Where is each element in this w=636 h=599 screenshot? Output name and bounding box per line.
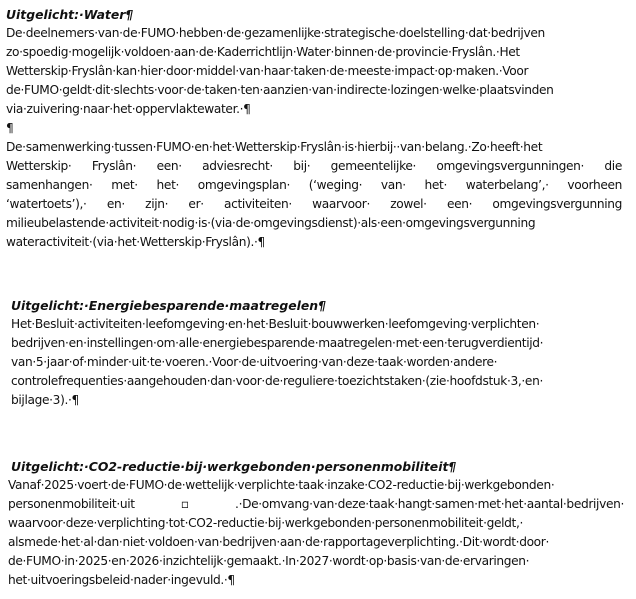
- text-line: via·zuivering·naar·het·oppervlaktewater.·¶: [6, 102, 251, 116]
- empty-paragraph-mark: ¶: [6, 121, 14, 135]
- text-line: wateractiviteit·(via·het·Wetterskip·Fryslân).·¶: [6, 235, 265, 249]
- section-heading: Uitgelicht:·Water¶: [6, 7, 134, 22]
- text-line: de·FUMO·in·2025·en·2026·inzichtelijk·gemaakt.·In·2027·wordt·op·basis·van·de·ervaringen·: [8, 554, 530, 568]
- text-line: Wetterskip·Fryslân·kan·hier·door·middel·van·haar·taken·de·meeste·impact·op·maken.·Voor: [6, 64, 529, 78]
- text-line: Wetterskip· Fryslân· een· adviesrecht· bij· gemeentelijke· omgevingsvergunningen· die: [6, 159, 622, 173]
- text-line: bijlage·3).·¶: [11, 393, 79, 407]
- section-energiebesparing: [11, 296, 625, 410]
- text-line: waarvoor·deze·verplichting·tot·CO2-reductie·bij·werkgebonden·personenmobiliteit·geldt,·: [8, 516, 524, 530]
- text-line: personenmobiliteit·uit▫.·De·omvang·van·deze·taak·hangt·samen·met·het·aantal·bedrijven·: [8, 497, 624, 511]
- text-line: De·samenwerking·tussen·FUMO·en·het·Wetterskip·Fryslân·is·hierbij··van·belang.·Zo·heeft·het: [6, 140, 543, 154]
- text-line: Het·Besluit·activiteiten·leefomgeving·en·het·Besluit·bouwwerken·leefomgeving·verplichten·: [11, 317, 540, 331]
- section-co2-reductie: [8, 457, 624, 590]
- text-line: Vanaf·2025·voert·de·FUMO·de·wettelijk·verplichte·taak·inzake·CO2-reductie·bij·werkgebonden·: [8, 478, 555, 492]
- section-heading: Uitgelicht:·CO2-reductie·bij·werkgebonden·personenmobiliteit¶: [11, 459, 457, 474]
- text-line: zo·spoedig·mogelijk·voldoen·aan·de·Kaderrichtlijn·Water·binnen·de·provincie·Fryslân.·Het: [6, 45, 520, 59]
- section-water: [6, 5, 622, 252]
- text-line: de·FUMO·geldt·dit·slechts·voor·de·taken·ten·aanzien·van·indirecte·lozingen·welke·plaatsvinden: [6, 83, 554, 97]
- text-line: het·uitvoeringsbeleid·nader·ingevuld.·¶: [8, 573, 235, 587]
- section-heading: Uitgelicht:·Energiebesparende·maatregelen¶: [11, 298, 326, 313]
- text-line: bedrijven·en·instellingen·om·alle·energiebesparende·maatregelen·met·een·terugverdientijd·: [11, 336, 544, 350]
- text-line: controlefrequenties·aangehouden·dan·voor·de·reguliere·toezichtstaken·(zie·hoofdstuk·3,·en·: [11, 374, 543, 388]
- text-line: samenhangen· met· het· omgevingsplan· (‘weging· van· het· waterbelang’,· voorheen: [6, 178, 622, 192]
- text-line: van·5·jaar·of·minder·uit·te·voeren.·Voor·de·uitvoering·van·deze·taak·worden·andere·: [11, 355, 498, 369]
- text-line: alsmede·het·al·dan·niet·voldoen·van·bedrijven·aan·de·rapportageverplichting.·Dit·wordt·door·: [8, 535, 549, 549]
- text-line: ‘watertoets’),· en· zijn· er· activiteiten· waarvoor· zowel· een· omgevingsvergunning: [6, 197, 622, 211]
- text-line: milieubelastende·activiteit·nodig·is·(via·de·omgevingsdienst)·als·een·omgevingsvergunning: [6, 216, 536, 230]
- text-line: De·deelnemers·van·de·FUMO·hebben·de·gezamenlijke·strategische·doelstelling·dat·bedrijven: [6, 26, 545, 40]
